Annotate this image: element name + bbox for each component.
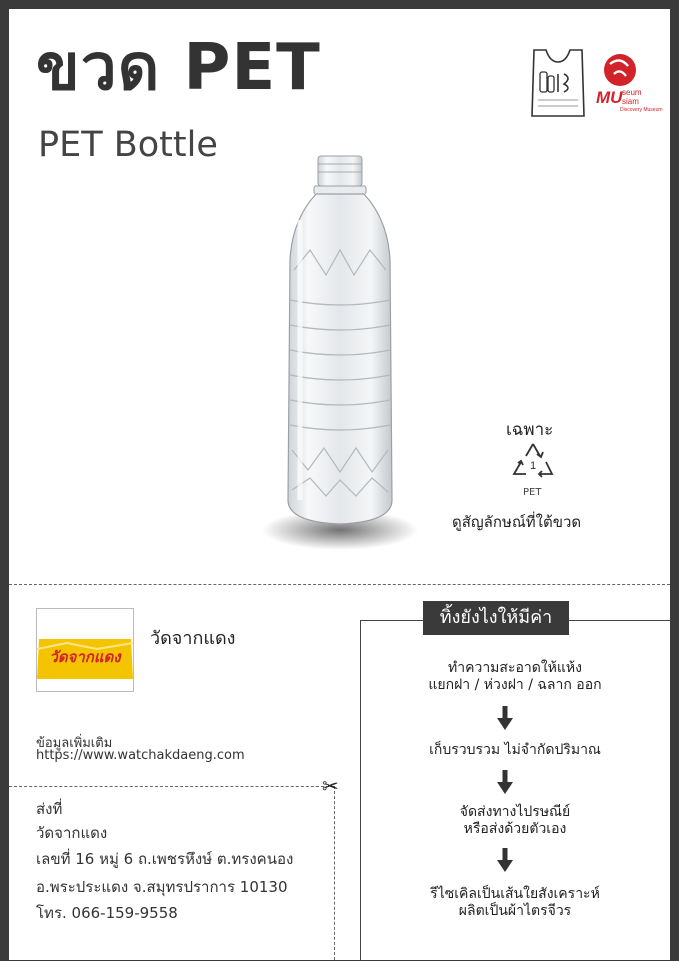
address-line: อ.พระประแดง จ.สมุทรปราการ 10130 <box>36 878 288 896</box>
temple-name: วัดจากแดง <box>150 628 236 649</box>
address-line: เลขที่ 16 หมู่ 6 ถ.เพชรหึงษ์ ต.ทรงคนอง <box>36 850 294 868</box>
arrow-down-icon <box>495 770 515 794</box>
send-to-label: ส่งที่ <box>36 800 63 818</box>
recycle-symbol-icon <box>510 440 556 486</box>
recycle-code: PET <box>523 487 542 498</box>
divider-dashed <box>9 584 670 585</box>
museum-mu-text: MU <box>596 88 623 107</box>
recycle-number: 1 <box>529 460 537 472</box>
disposal-step: รีไซเคิลเป็นเส้นใยสังเคราะห์ ผลิตเป็นผ้าไตรจีวร <box>430 886 600 919</box>
temple-logo-icon <box>37 609 133 691</box>
temple-logo <box>36 608 134 692</box>
scissors-icon: ✂ <box>322 774 339 798</box>
website-link[interactable]: https://www.watchakdaeng.com <box>36 748 245 763</box>
more-info-label: ข้อมูลเพิ่มเติม <box>36 736 113 751</box>
only-label: เฉพาะ <box>506 420 554 440</box>
cut-line-vertical <box>334 786 335 960</box>
disposal-step: เก็บรวบรวม ไม่จำกัดปริมาณ <box>429 742 601 758</box>
pet-bottle-image <box>260 150 420 550</box>
disposal-title: ทิ้งยังไงให้มีค่า <box>423 601 569 635</box>
disposal-step: ทำความสะอาดให้แห้ง แยกฝา / ห่วงฝา / ฉลาก ออก <box>428 660 602 693</box>
phone-line: โทร. 066-159-9558 <box>36 904 178 922</box>
museum-tagline: Discovery Museum <box>620 107 663 113</box>
address-line: วัดจากแดง <box>36 824 108 842</box>
bag-logo-icon <box>528 48 588 118</box>
see-symbol-label: ดูสัญลักษณ์ที่ใต้ขวด <box>452 513 582 531</box>
arrow-down-icon <box>495 706 515 730</box>
temple-logo-text: วัดจากแดง <box>49 648 121 666</box>
disposal-step: จัดส่งทางไปรษณีย์ หรือส่งด้วยตัวเอง <box>459 804 571 837</box>
museum-seum-siam-text: seum siam <box>622 88 642 106</box>
arrow-down-icon <box>495 848 515 872</box>
cut-line-horizontal <box>9 786 334 787</box>
title-thai: ขวด PET <box>36 31 321 105</box>
title-english: PET Bottle <box>38 125 218 165</box>
